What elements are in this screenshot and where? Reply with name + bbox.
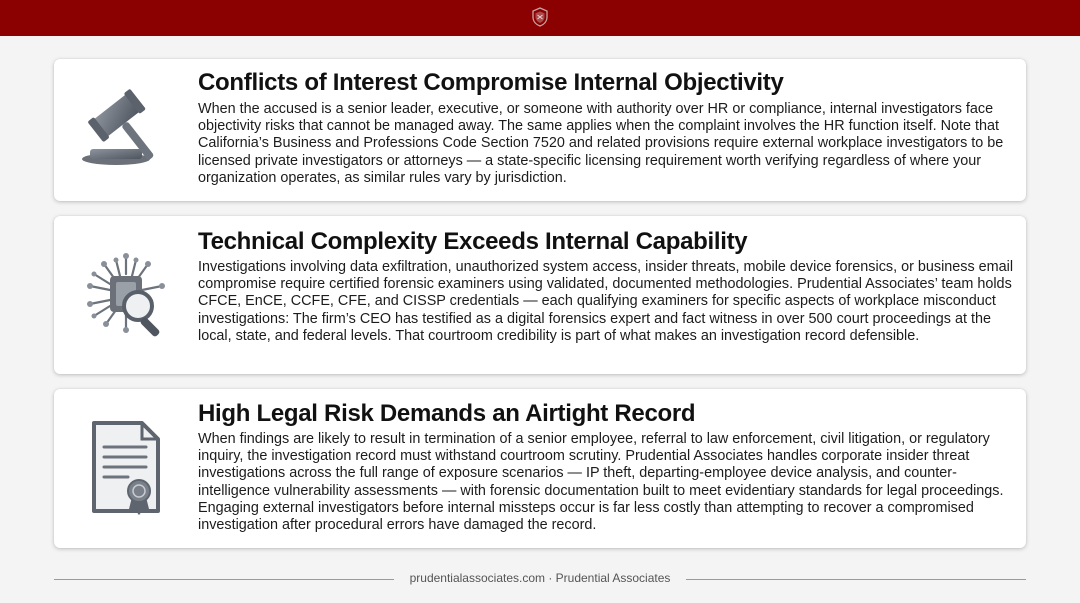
- card-body: Investigations involving data exfiltration, unauthorized system access, insider threats, mobile device forensics, or business email compromise require certified forensic examiners using validated, documented methodologies. Prudential Associates’ team holds CFCE, EnCE, CCFE, CFE, and CISSP credentials — each qualifying examiners for specific aspects of workplace misconduct investigations: The firm’s CEO has testified as a digital forensics expert and fact witness in over 500 court proceedings at the local, state, and federal levels. That courtroom credibility is part of what makes an investigation record defensible.: [198, 259, 1014, 344]
- card-title: Technical Complexity Exceeds Internal Capability: [198, 228, 748, 255]
- card-body: When the accused is a senior leader, executive, or someone with authority over HR or compliance, internal investigators face objectivity risks that cannot be managed away. The same applies when the complaint involves the HR function itself. Note that California’s Business and Professions Code Section 7520 and related provisions require external workplace investigators to be licensed private investigators or attorneys — a state-specific licensing requirement worth verifying regardless of where your organization operates, as similar rules vary by jurisdiction.: [198, 101, 1004, 186]
- info-card-conflicts: [54, 59, 1026, 201]
- footer: [54, 570, 1026, 588]
- certificate-document-icon: [76, 417, 176, 517]
- circuit-chip-magnifier-icon: [76, 244, 176, 344]
- footer-divider-right: [686, 579, 1026, 580]
- footer-text: prudentialassociates.com · Prudential Associates: [409, 571, 671, 585]
- shield-crest-icon: [529, 6, 551, 28]
- card-body: When findings are likely to result in termination of a senior employee, referral to law enforcement, civil litigation, or regulatory inquiry, the investigation record must withstand courtroom scrutiny. Prudential Associates handles corporate insider threat investigations across the full range of exposure scenarios — IP theft, departing-employee device analysis, and counter-intelligence vulnerability assessments — with forensic documentation built to meet evidentiary standards for legal proceedings. Engaging external investigators before internal missteps occur is far less costly than attempting to recover a compromised investigation after procedural errors have damaged the record.: [198, 431, 1004, 534]
- header-bar: [0, 0, 1080, 36]
- card-title: High Legal Risk Demands an Airtight Record: [198, 400, 696, 427]
- info-card-legal-risk: [54, 389, 1026, 548]
- gavel-icon: [76, 81, 176, 181]
- info-card-technical: [54, 216, 1026, 374]
- card-title: Conflicts of Interest Compromise Internal Objectivity: [198, 69, 784, 96]
